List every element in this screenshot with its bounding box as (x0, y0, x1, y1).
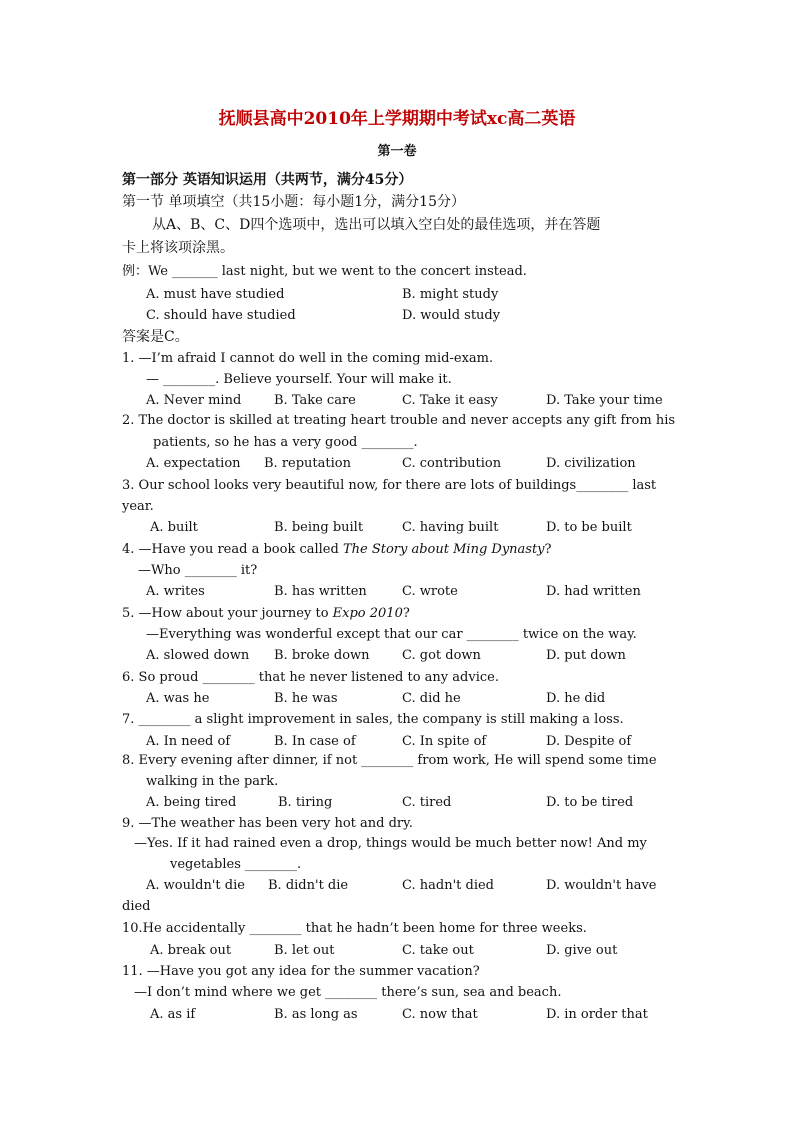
volume-heading: 第一卷 (377, 144, 417, 159)
answer-option: C. did he (402, 691, 461, 706)
question-line: 6. So proud ________ that he never listened to any advice. (122, 670, 499, 685)
answer-option: A. writes (146, 584, 205, 599)
answer-option: B. Take care (274, 393, 356, 408)
question-line (122, 542, 552, 558)
answer-option: C. got down (402, 648, 481, 663)
question-line (122, 606, 410, 622)
answer-option: B. reputation (264, 456, 351, 471)
answer-option: B. didn't die (268, 878, 349, 893)
answer-option: B. In case of (274, 734, 356, 749)
answer-option: B. being built (274, 520, 364, 535)
answer-option: C. now that (402, 1007, 478, 1022)
answer-option: B. he was (274, 691, 338, 706)
question-line: — ________. Believe yourself. Your will make it. (146, 372, 452, 387)
question-text: ? (544, 542, 552, 557)
answer-option: D. to be built (546, 520, 632, 535)
answer-option: D. he did (546, 691, 606, 706)
question-text: 4. —Have you read a book called (122, 542, 343, 557)
question-line: 3. Our school looks very beautiful now, for there are lots of buildings________ last (122, 478, 657, 493)
answer-option: A. built (150, 520, 198, 535)
question-line: —I don’t mind where we get ________ there’s sun, sea and beach. (134, 985, 562, 1000)
answer-option: C. tired (402, 795, 452, 810)
answer-option: C. In spite of (402, 734, 487, 749)
question-line: 1. —I’m afraid I cannot do well in the coming mid-exam. (122, 351, 494, 366)
question-line: 8. Every evening after dinner, if not ________ from work, He will spend some time (122, 753, 657, 768)
answer-option: A. as if (150, 1007, 196, 1022)
part-heading: 第一部分 英语知识运用（共两节，满分45分） (122, 172, 413, 188)
event-name: Expo 2010 (332, 606, 403, 621)
example-option: A. must have studied (146, 287, 285, 302)
answer-option: C. contribution (402, 456, 502, 471)
book-title: The Story about Ming Dynasty (342, 542, 545, 557)
question-line: 7. ________ a slight improvement in sales, the company is still making a loss. (122, 712, 624, 727)
question-line: vegetables ________. (170, 857, 302, 872)
question-line: —Yes. If it had rained even a drop, things would be much better now! And my (134, 836, 647, 851)
answer-option: B. tiring (278, 795, 333, 810)
answer-option: D. put down (546, 648, 626, 663)
answer-option: B. as long as (274, 1007, 358, 1022)
answer-option: A. In need of (146, 734, 231, 749)
answer-option: C. Take it easy (402, 393, 498, 408)
answer-option: C. hadn't died (402, 878, 494, 893)
answer-option: D. give out (546, 943, 618, 958)
answer-option: D. civilization (546, 456, 636, 471)
answer-option: A. was he (146, 691, 210, 706)
question-line: —Everything was wonderful except that our car ________ twice on the way. (146, 627, 637, 642)
example-answer: 答案是C。 (122, 329, 189, 345)
option-continuation: died (122, 899, 151, 914)
instruction-line: 从A、B、C、D四个选项中，选出可以填入空白处的最佳选项，并在答题 (152, 217, 601, 233)
answer-option: D. wouldn't have (546, 878, 657, 893)
section-heading: 第一节 单项填空（共15小题：每小题1分，满分15分） (122, 194, 465, 210)
answer-option: D. to be tired (546, 795, 634, 810)
question-line: —Who ________ it? (138, 563, 258, 578)
answer-option: D. in order that (546, 1007, 648, 1022)
page-title: 抚顺县高中2010年上学期期中考试xc高二英语 (218, 109, 576, 129)
question-line: walking in the park. (146, 774, 279, 789)
example-option: C. should have studied (146, 308, 296, 323)
answer-option: A. break out (150, 943, 232, 958)
question-line: 11. —Have you got any idea for the summer vacation? (122, 964, 480, 979)
example-option: D. would study (402, 308, 501, 323)
answer-option: C. wrote (402, 584, 458, 599)
question-line: 9. —The weather has been very hot and dry. (122, 816, 413, 831)
answer-option: B. let out (274, 943, 335, 958)
answer-option: B. broke down (274, 648, 370, 663)
answer-option: A. being tired (146, 795, 237, 810)
answer-option: D. Take your time (546, 393, 663, 408)
question-line: patients, so he has a very good ________. (153, 435, 418, 450)
answer-option: D. Despite of (546, 734, 632, 749)
example-option: B. might study (402, 287, 499, 302)
question-line: year. (122, 499, 154, 514)
question-text: ? (402, 606, 410, 621)
answer-option: A. slowed down (146, 648, 250, 663)
question-text: 5. —How about your journey to (122, 606, 333, 621)
answer-option: D. had written (546, 584, 641, 599)
answer-option: A. wouldn't die (146, 878, 245, 893)
example-stem: 例：We _______ last night, but we went to the concert instead. (122, 264, 527, 279)
answer-option: C. take out (402, 943, 474, 958)
instruction-line: 卡上将该项涂黑。 (122, 240, 234, 256)
question-line: 2. The doctor is skilled at treating heart trouble and never accepts any gift from his (122, 413, 676, 428)
answer-option: C. having built (402, 520, 499, 535)
answer-option: B. has written (274, 584, 367, 599)
answer-option: A. Never mind (146, 393, 242, 408)
answer-option: A. expectation (146, 456, 241, 471)
question-line: 10.He accidentally ________ that he hadn’t been home for three weeks. (122, 921, 587, 936)
